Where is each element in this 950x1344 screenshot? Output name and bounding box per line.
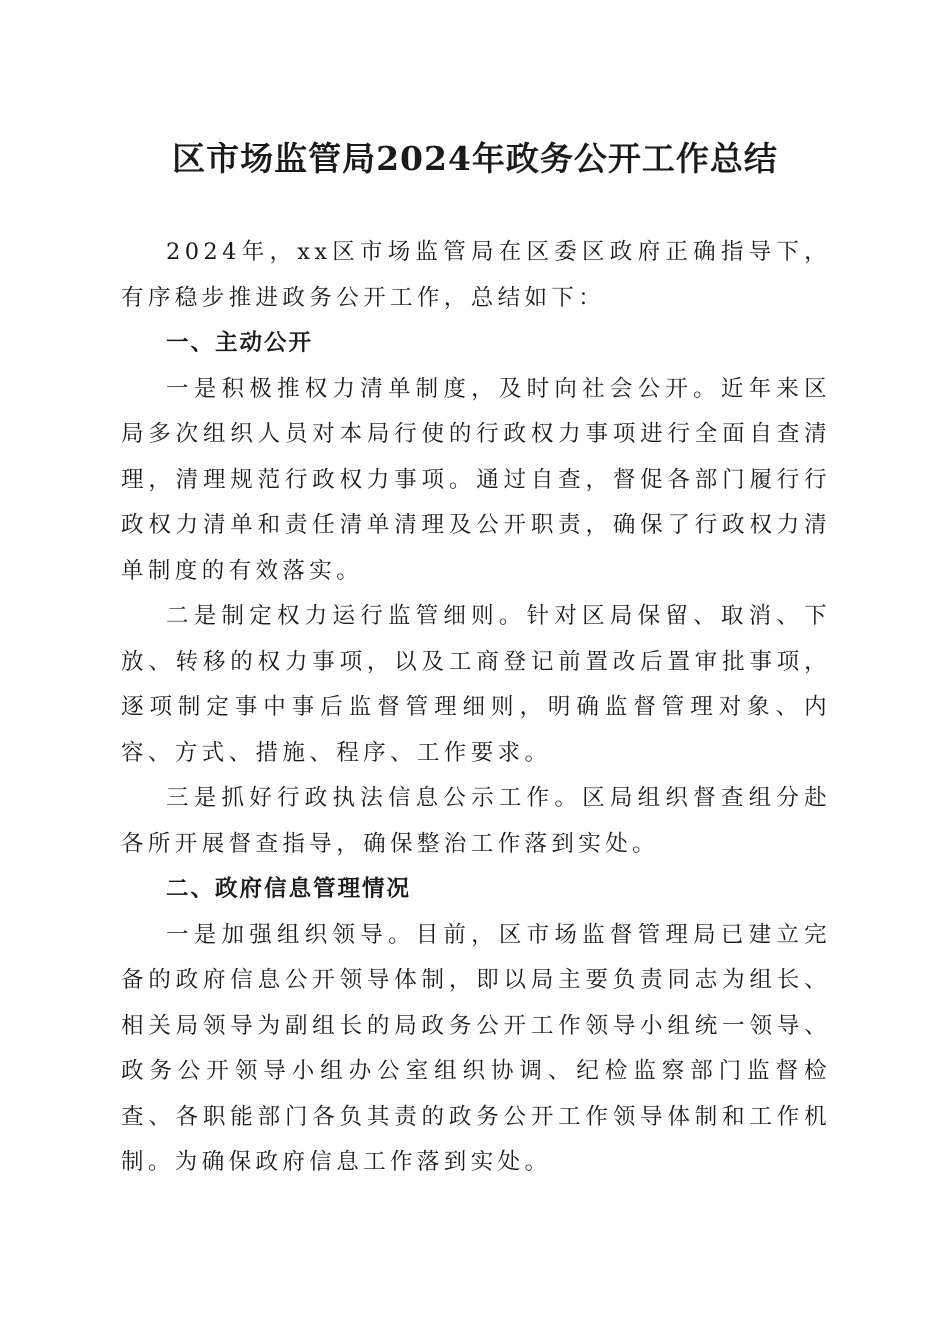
paragraph-lead: 一是积极推权力清单制度，及时向社会公开。 [166,375,721,402]
section-heading-2: 二、政府信息管理情况 [166,876,412,902]
paragraph-text: 目前，区市场监督管理局已建立完备的政府信息公开领导体制，即以局主要负责同志为组长、相关局领导为副组长的局政务公开工作领导小组统一领导、政务公开领导小组办公室组织协调、纪检监察部门监督检查、各职能部门各负其责的政务公开工作领导体制和工作机制。为确保政府信息工作落到实处。 [121,921,831,1175]
section-1-paragraph-3 [121,776,831,867]
section-1-paragraph-2 [121,594,831,776]
paragraph-lead: 二是制定权力运行监管细则。 [166,603,527,629]
section-heading-1: 一、主动公开 [166,330,314,356]
intro-paragraph: 2024年，xx区市场监管局在区委区政府正确指导下，有序稳步推进政务公开工作，总结如下： [121,239,831,311]
document-body [121,230,831,1186]
paragraph-lead: 一是加强组织领导。 [166,921,416,948]
paragraph-text: 区局组织督查组分赴各所开展督查指导，确保整治工作落到实处。 [121,785,831,857]
document-title: 区市场监管局2024年政务公开工作总结 [172,139,778,178]
paragraph-lead: 三是抓好行政执法信息公示工作。 [166,785,583,811]
paragraph-text: 针对区局保留、取消、下放、转移的权力事项，以及工商登记前置改后置审批事项，逐项制定事中事后监督管理细则，明确监督管理对象、内容、方式、措施、程序、工作要求。 [121,603,832,766]
section-2-paragraph-1 [121,913,831,1186]
paragraph-text: 近年来区局多次组织人员对本局行使的行政权力事项进行全面自查清理，清理规范行政权力事项。通过自查，督促各部门履行行政权力清单和责任清单清理及公开职责，确保了行政权力清单制度的有效落实。 [121,375,831,584]
section-1-paragraph-1 [121,367,831,595]
